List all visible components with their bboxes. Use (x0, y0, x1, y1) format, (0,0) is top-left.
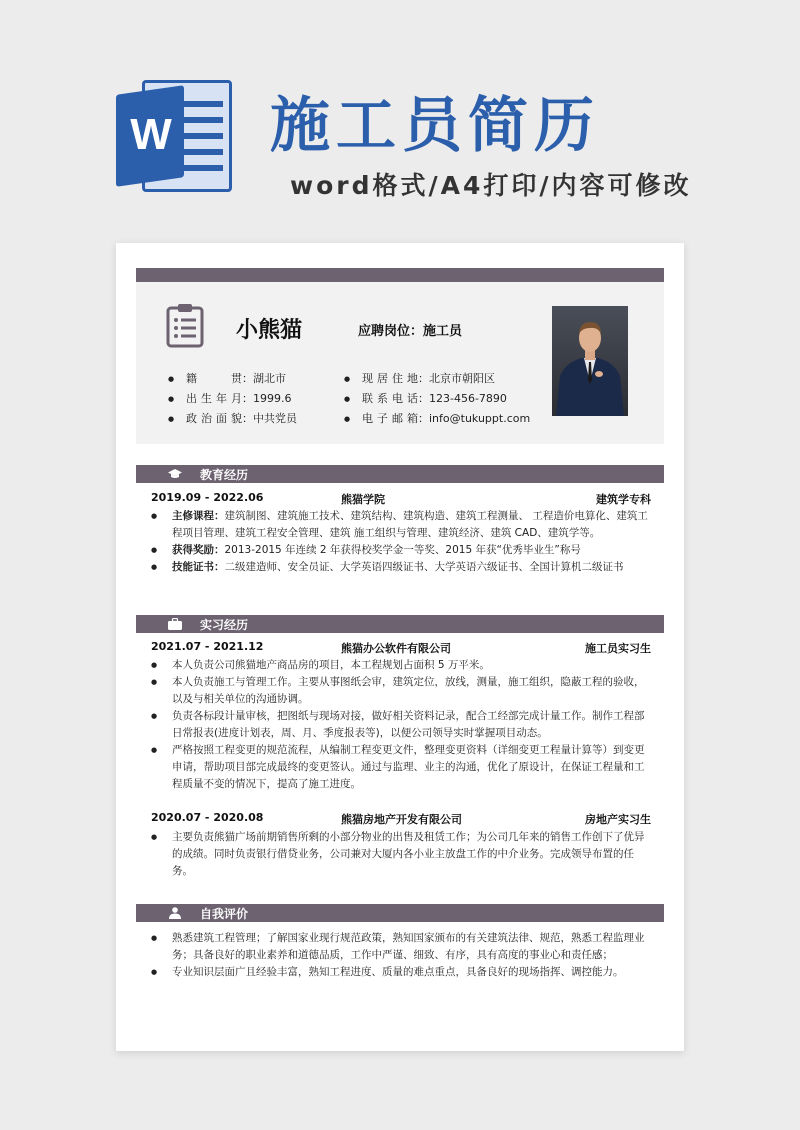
info-value: ：北京市朝阳区 (418, 372, 495, 385)
clipboard-icon (166, 302, 204, 348)
info-label: 籍贯 (186, 372, 242, 385)
list-item: ● 熟悉建筑工程管理；了解国家业现行规范政策，熟知国家颁布的有关建筑法律、规范，熟悉工程监理业务；具备良好的职业素养和道德品质，工作中严谨、细致、有序，具有高度的事业心和责任感； (151, 930, 651, 964)
applied-position (358, 320, 462, 339)
candidate-name: 小熊猫 (236, 318, 303, 343)
info-row (168, 409, 297, 429)
list-item: ● 专业知识层面广且经验丰富，熟知工程进度、质量的难点重点，具备良好的现场指挥、调控能力。 (151, 964, 651, 981)
position-label: 应聘岗位： (358, 324, 424, 339)
list-item: ● 技能证书：二级建造师、安全员证、大学英语四级证书、大学英语六级证书、全国计算机二级证书 (151, 559, 651, 576)
info-value: ：中共党员 (242, 412, 297, 425)
info-value: ：1999.6 (242, 392, 292, 405)
info-row (344, 369, 530, 389)
education-list (151, 508, 651, 576)
info-label: 政治面貌 (186, 412, 242, 425)
list-item: ● 严格按照工程变更的规范流程，从编制工程变更文件，整理变更资料（详细变更工程量计算等）到变更申请，帮助项目部完成最终的变更签认。通过与监理、业主的沟通，优化了原设计，在保证工程量和工程质量不变的情况下，提高了施工进度。 (151, 742, 651, 793)
list-item: ● 主修课程：建筑制图、建筑施工技术、建筑结构、建筑构造、建筑工程测量、 工程造价电算化、建筑工程项目管理、建筑工程安全管理、建筑 施工组织与管理、建筑经济、建筑 CAD、建筑学等。 (151, 508, 651, 542)
job-role: 施工员实习生 (585, 642, 651, 655)
info-label: 现居住地 (362, 372, 418, 385)
page-subtitle: word格式/A4打印/内容可修改 (290, 171, 692, 200)
self-eval-title: 自我评价 (200, 907, 249, 921)
education-section-bar (136, 465, 664, 483)
list-item: ● 负责各标段计量审核，把图纸与现场对接，做好相关资料记录，配合工经部完成计量工作。制作工程部日常报表(进度计划表，周、月、季度报表等)，以便公司领导实时掌握项目动态。 (151, 708, 651, 742)
person-icon (168, 907, 182, 919)
info-row (168, 389, 297, 409)
info-value: ：123-456-7890 (418, 392, 507, 405)
education-school: 熊猫学院 (341, 493, 385, 506)
job-date: 2020.07 - 2020.08 (151, 811, 264, 824)
job-date: 2021.07 - 2021.12 (151, 640, 264, 653)
info-value: ：info@tukuppt.com (418, 412, 531, 425)
briefcase-icon (168, 618, 182, 630)
list-item: ● 获得奖励：2013-2015 年连续 2 年获得校奖学金一等奖、2015 年获“优秀毕业生”称号 (151, 542, 651, 559)
profile-header (136, 282, 664, 444)
info-row (344, 409, 530, 429)
top-divider-bar (136, 268, 664, 282)
info-row (168, 369, 297, 389)
info-label: 出生年月 (186, 392, 242, 405)
info-label: 电子邮箱 (362, 412, 418, 425)
graduation-cap-icon (168, 468, 182, 480)
list-item: ● 主要负责熊猫广场前期销售所剩的小部分物业的出售及租赁工作；为公司几年来的销售工作创下了优异的成绩。同时负责银行借贷业务，公司兼对大厦内各小业主放盘工作的中介业务。完成领导布置的任务。 (151, 829, 651, 880)
position-value: 施工员 (423, 324, 463, 339)
internship-title: 实习经历 (200, 618, 249, 632)
job-role: 房地产实习生 (585, 813, 651, 826)
page-title: 施工员简历 (270, 91, 600, 161)
info-right (344, 369, 530, 429)
job-company: 熊猫房地产开发有限公司 (341, 813, 462, 826)
education-date: 2019.09 - 2022.06 (151, 491, 264, 504)
info-value: ：湖北市 (242, 372, 286, 385)
job-company: 熊猫办公软件有限公司 (341, 642, 451, 655)
self-eval-list (151, 930, 651, 981)
info-label: 联系电话 (362, 392, 418, 405)
self-eval-section-bar (136, 904, 664, 922)
list-item: ● 本人负责施工与管理工作。主要从事图纸会审，建筑定位，放线，测量，施工组织，隐蔽工程的验收，以及与相关单位的沟通协调。 (151, 674, 651, 708)
word-logo-icon (116, 76, 236, 196)
list-item: ● 本人负责公司熊猫地产商品房的项目，本工程规划占面积 5 万平米。 (151, 657, 651, 674)
education-major: 建筑学专科 (596, 493, 651, 506)
person-avatar-icon (552, 306, 628, 416)
resume-paper (116, 243, 684, 1051)
education-title: 教育经历 (200, 468, 249, 482)
info-row (344, 389, 530, 409)
job-duties-list (151, 829, 651, 880)
internship-section-bar (136, 615, 664, 633)
profile-photo (552, 306, 628, 416)
word-letter: W (130, 110, 172, 159)
info-left (168, 369, 297, 429)
job-duties-list (151, 657, 651, 793)
